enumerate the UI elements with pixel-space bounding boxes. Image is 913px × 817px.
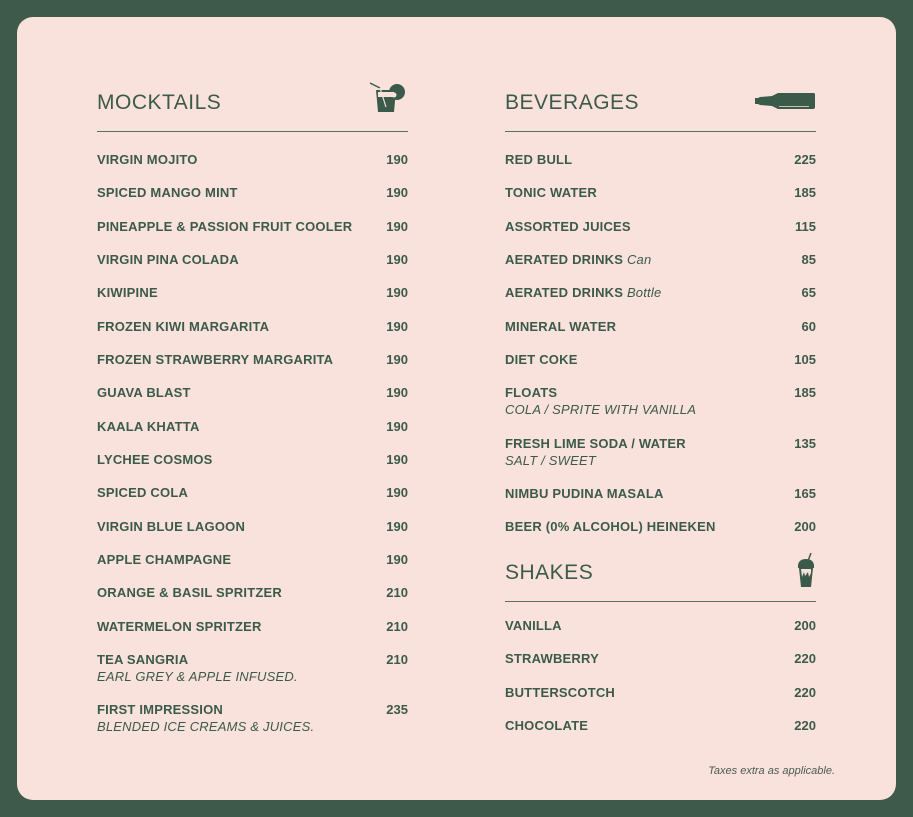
item-price: 210 (386, 585, 408, 601)
item-price: 190 (386, 518, 408, 534)
menu-item (505, 385, 816, 418)
item-name: VIRGIN PINA COLADA (97, 251, 239, 267)
shakes-section (505, 556, 816, 751)
item-price: 85 (801, 251, 816, 267)
item-name-block (505, 519, 716, 535)
item-name-block (97, 652, 298, 685)
item-name-block (505, 385, 696, 418)
item-name-block (505, 219, 631, 235)
item-name-block (97, 452, 213, 468)
item-name: VANILLA (505, 618, 562, 633)
item-price: 235 (386, 702, 408, 718)
item-name: NIMBU PUDINA MASALA (505, 485, 664, 501)
menu-item (505, 718, 816, 734)
item-name: AERATED DRINKS (505, 285, 624, 301)
item-name-block (505, 651, 599, 667)
menu-item (97, 285, 408, 301)
item-name-block (97, 219, 352, 235)
item-name-block (505, 285, 661, 301)
item-price: 210 (386, 618, 408, 634)
taxes-note: Taxes extra as applicable. (708, 765, 835, 777)
menu-item (97, 352, 408, 368)
item-price: 190 (386, 385, 408, 401)
item-name-block (97, 252, 239, 268)
item-name: ASSORTED JUICES (505, 218, 631, 234)
item-name-block (97, 619, 262, 635)
item-price: 115 (795, 218, 816, 234)
item-price: 210 (386, 651, 408, 667)
item-price: 135 (794, 435, 816, 451)
item-name: CHOCOLATE (505, 717, 589, 733)
item-price: 190 (386, 485, 408, 501)
item-description: EARL GREY & APPLE INFUSED. (97, 668, 298, 684)
item-name-block (505, 685, 615, 701)
item-price: 190 (386, 451, 408, 467)
menu-item (505, 185, 816, 201)
item-name: FRESH LIME SODA / WATER (505, 435, 686, 451)
item-name-block (505, 319, 616, 335)
item-name-block (97, 552, 231, 568)
menu-item (97, 385, 408, 401)
item-price: 220 (794, 717, 816, 733)
item-name: STRAWBERRY (505, 651, 599, 667)
item-name-block (97, 585, 282, 601)
item-price: 190 (386, 285, 408, 301)
item-name-block (97, 519, 245, 535)
menu-item (505, 519, 816, 535)
item-price: 105 (794, 351, 816, 367)
item-price: 60 (801, 318, 816, 334)
item-name: TEA SANGRIA (97, 651, 189, 667)
item-description: SALT / SWEET (505, 452, 597, 468)
item-name-block (505, 252, 651, 268)
item-name: FROZEN STRAWBERRY MARGARITA (97, 351, 334, 367)
item-price: 190 (386, 218, 408, 234)
menu-item (505, 436, 816, 469)
item-name-block (97, 319, 269, 335)
item-price: 65 (801, 285, 816, 301)
shakes-header (505, 556, 816, 602)
item-name: KIWIPINE (97, 285, 158, 301)
bottle-icon (754, 91, 816, 116)
item-name-block (97, 152, 198, 168)
beverages-list (505, 132, 816, 535)
item-name: APPLE CHAMPAGNE (97, 551, 232, 567)
item-name: VIRGIN BLUE LAGOON (97, 518, 246, 534)
item-price: 225 (794, 152, 816, 167)
item-name-block (97, 702, 314, 735)
item-name: RED BULL (505, 152, 573, 167)
beverages-section (505, 85, 816, 553)
menu-item (505, 486, 816, 502)
item-price: 190 (386, 152, 408, 167)
item-price: 185 (794, 385, 816, 401)
item-variant: Bottle (626, 285, 662, 301)
menu-item (505, 152, 816, 168)
cocktail-glass-icon (368, 81, 408, 120)
item-price: 220 (794, 684, 816, 700)
item-name: MINERAL WATER (505, 318, 617, 334)
beverages-header (505, 85, 816, 132)
menu-item (505, 651, 816, 667)
menu-item (97, 652, 408, 685)
item-name: FIRST IMPRESSION (97, 702, 223, 718)
menu-item (505, 285, 816, 301)
menu-item (505, 618, 816, 634)
item-price: 200 (794, 519, 816, 535)
item-name-block (97, 185, 238, 201)
menu-item (505, 352, 816, 368)
item-name-block (505, 185, 597, 201)
section-title: SHAKES (505, 561, 594, 584)
menu-item (97, 485, 408, 501)
item-name-block (97, 485, 188, 501)
item-name: BEER (0% ALCOHOL) HEINEKEN (505, 519, 716, 535)
menu-item (97, 252, 408, 268)
menu-item (505, 252, 816, 268)
milkshake-icon (796, 553, 816, 594)
item-name-block (505, 618, 562, 634)
item-name: SPICED COLA (97, 485, 189, 501)
menu-item (97, 452, 408, 468)
item-name: KAALA KHATTA (97, 418, 200, 434)
item-name-block (505, 436, 686, 469)
item-name-block (97, 419, 200, 435)
mocktails-header (97, 85, 408, 132)
item-name: FLOATS (505, 385, 558, 401)
menu-item (97, 585, 408, 601)
item-name-block (505, 486, 664, 502)
item-price: 165 (794, 485, 816, 501)
menu-item (97, 152, 408, 168)
menu-item (505, 319, 816, 335)
item-name: GUAVA BLAST (97, 385, 191, 401)
item-name-block (97, 385, 191, 401)
item-name: WATERMELON SPRITZER (97, 618, 262, 634)
item-price: 220 (794, 651, 816, 667)
shakes-list (505, 602, 816, 734)
item-name: LYCHEE COSMOS (97, 451, 213, 467)
menu-item (97, 619, 408, 635)
item-name: DIET COKE (505, 351, 578, 367)
item-price: 190 (386, 318, 408, 334)
item-name: AERATED DRINKS (505, 251, 624, 267)
item-name-block (97, 285, 158, 301)
menu-item (97, 552, 408, 568)
menu-item (97, 519, 408, 535)
item-name-block (505, 718, 588, 734)
item-price: 190 (386, 551, 408, 567)
menu-item (97, 419, 408, 435)
item-price: 190 (386, 251, 408, 267)
menu-item (505, 685, 816, 701)
item-name: VIRGIN MOJITO (97, 152, 198, 167)
item-name-block (505, 352, 578, 368)
menu-item (97, 319, 408, 335)
item-name: SPICED MANGO MINT (97, 185, 238, 201)
mocktails-section (97, 85, 408, 753)
menu-item (97, 219, 408, 235)
item-name: PINEAPPLE & PASSION FRUIT COOLER (97, 218, 353, 234)
item-name: TONIC WATER (505, 185, 597, 201)
item-price: 185 (794, 185, 816, 201)
item-name-block (97, 352, 333, 368)
item-description: BLENDED ICE CREAMS & JUICES. (97, 719, 315, 735)
item-price: 190 (386, 351, 408, 367)
item-price: 200 (794, 618, 816, 633)
item-description: COLA / SPRITE WITH VANILLA (505, 402, 697, 418)
menu-item (505, 219, 816, 235)
item-name: FROZEN KIWI MARGARITA (97, 318, 270, 334)
item-variant: Can (626, 251, 652, 267)
item-price: 190 (386, 185, 408, 201)
section-title: BEVERAGES (505, 91, 640, 114)
item-price: 190 (386, 418, 408, 434)
section-title: MOCKTAILS (97, 91, 222, 114)
mocktails-list (97, 132, 408, 735)
menu-item (97, 185, 408, 201)
item-name: BUTTERSCOTCH (505, 684, 616, 700)
item-name-block (505, 152, 572, 168)
menu-item (97, 702, 408, 735)
item-name: ORANGE & BASIL SPRITZER (97, 585, 282, 601)
